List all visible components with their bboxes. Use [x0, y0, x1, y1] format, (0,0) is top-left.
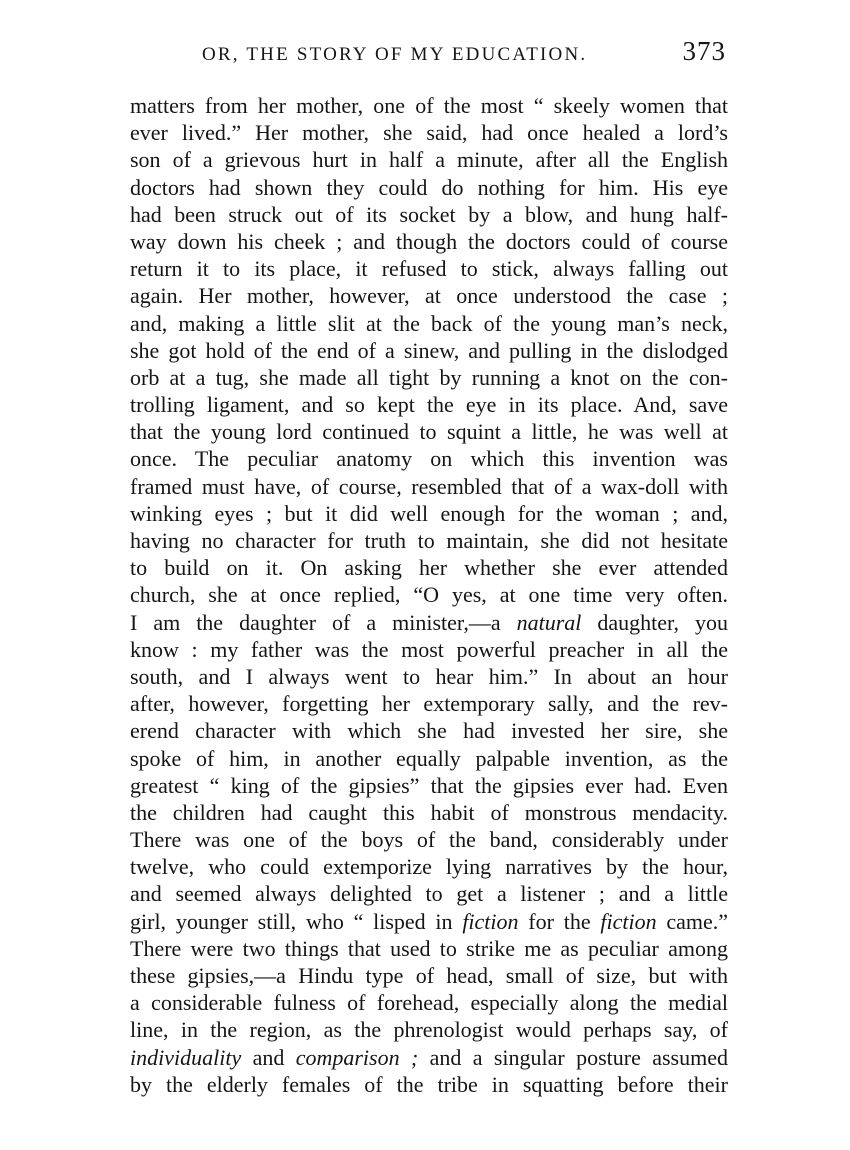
text-segment: daughter, you — [581, 609, 728, 635]
text-line — [130, 310, 728, 337]
text-line — [130, 908, 728, 935]
text-segment: winking eyes ; but it did well enough for the woman ; and, — [130, 500, 728, 526]
page-header — [130, 36, 726, 76]
text-line — [130, 337, 728, 364]
text-line — [130, 473, 728, 500]
text-segment: and a singular posture assumed — [418, 1044, 728, 1070]
text-line — [130, 391, 728, 418]
text-segment: and, making a little slit at the back of the young man’s neck, — [130, 310, 728, 336]
text-segment: There were two things that used to strike me as peculiar among — [130, 935, 728, 961]
running-title: OR, THE STORY OF MY EDUCATION. — [202, 44, 588, 65]
text-segment: the children had caught this habit of monstrous mendacity. — [130, 799, 728, 825]
text-segment: a considerable fulness of forehead, especially along the medial — [130, 990, 728, 1016]
text-segment: she got hold of the end of a sinew, and pulling in the dislodged — [130, 337, 728, 363]
text-line — [130, 745, 728, 772]
text-segment: trolling ligament, and so kept the eye in its place. And, save — [130, 392, 728, 418]
text-line — [130, 500, 728, 527]
text-segment: by the elderly females of the tribe in squatting before their — [130, 1071, 728, 1097]
text-segment: for the — [518, 908, 601, 934]
text-line — [130, 717, 728, 744]
text-line — [130, 962, 728, 989]
text-line — [130, 92, 728, 119]
text-line — [130, 527, 728, 554]
page-number: 373 — [682, 36, 726, 66]
italic-text: comparison ; — [295, 1044, 419, 1070]
text-segment: that the young lord continued to squint a little, he was well at — [130, 419, 728, 445]
text-line — [130, 418, 728, 445]
text-line — [130, 1044, 728, 1071]
text-segment: doctors had shown they could do nothing for him. His eye — [130, 174, 728, 200]
text-segment: these gipsies,—a Hindu type of head, small of size, but with — [130, 963, 728, 988]
text-segment: came.” — [656, 908, 728, 934]
text-line — [130, 255, 728, 282]
text-line — [130, 609, 728, 636]
text-segment: way down his cheek ; and though the doctors could of course — [130, 228, 728, 254]
text-line — [130, 228, 728, 255]
text-line — [130, 581, 728, 608]
text-segment: twelve, who could extemporize lying narratives by the hour, — [130, 854, 728, 880]
text-segment: having no character for truth to maintain, she did not hesitate — [130, 528, 728, 553]
text-segment: church, she at once replied, “O yes, at one time very often. — [130, 582, 728, 608]
text-line — [130, 989, 728, 1016]
text-segment: line, in the region, as the phrenologist would perhaps say, of — [130, 1017, 728, 1043]
text-line — [130, 880, 728, 907]
text-segment: again. Her mother, however, at once understood the case ; — [130, 283, 728, 309]
text-line — [130, 826, 728, 853]
text-segment: south, and I always went to hear him.” In about an hour — [130, 663, 728, 689]
text-segment: son of a grievous hurt in half a minute, after all the English — [130, 147, 728, 173]
text-segment: to build on it. On asking her whether she ever attended — [130, 555, 728, 581]
text-line — [130, 663, 728, 690]
italic-text: natural — [516, 609, 582, 635]
text-segment: orb at a tug, she made all tight by running a knot on the con- — [130, 364, 728, 390]
text-line — [130, 772, 728, 799]
text-segment: and — [241, 1044, 296, 1070]
text-line — [130, 364, 728, 391]
text-line — [130, 282, 728, 309]
text-segment: erend character with which she had invested her sire, she — [130, 718, 728, 744]
text-line — [130, 1016, 728, 1043]
text-segment: spoke of him, in another equally palpable invention, as the — [130, 745, 728, 771]
text-line — [130, 554, 728, 581]
text-segment: matters from her mother, one of the most “ skeely women that — [130, 93, 728, 118]
text-segment: know : my father was the most powerful preacher in all the — [130, 636, 728, 662]
text-line — [130, 201, 728, 228]
text-line — [130, 853, 728, 880]
text-segment: greatest “ king of the gipsies” that the gipsies ever had. Even — [130, 772, 728, 798]
body-text — [130, 92, 728, 1098]
text-segment: and seemed always delighted to get a listener ; and a little — [130, 881, 728, 907]
text-line — [130, 636, 728, 663]
text-segment: once. The peculiar anatomy on which this invention was — [130, 446, 728, 472]
text-line — [130, 445, 728, 472]
text-segment: There was one of the boys of the band, considerably under — [130, 827, 728, 853]
text-segment: return it to its place, it refused to stick, always falling out — [130, 256, 728, 282]
italic-text: fiction — [600, 908, 657, 934]
italic-text: individuality — [130, 1044, 242, 1070]
text-line — [130, 799, 728, 826]
text-line — [130, 119, 728, 146]
text-line — [130, 690, 728, 717]
text-segment: girl, younger still, who “ lisped in — [130, 908, 463, 934]
text-segment: ever lived.” Her mother, she said, had once healed a lord’s — [130, 120, 728, 146]
text-line — [130, 935, 728, 962]
italic-text: fiction — [462, 908, 519, 934]
text-segment: I am the daughter of a minister,—a — [130, 609, 517, 635]
text-line — [130, 174, 728, 201]
text-segment: had been struck out of its socket by a blow, and hung half- — [130, 201, 728, 227]
text-line — [130, 1071, 728, 1098]
text-segment: after, however, forgetting her extemporary sally, and the rev- — [130, 691, 728, 717]
text-segment: framed must have, of course, resembled that of a wax-doll with — [130, 473, 728, 499]
text-line — [130, 146, 728, 173]
